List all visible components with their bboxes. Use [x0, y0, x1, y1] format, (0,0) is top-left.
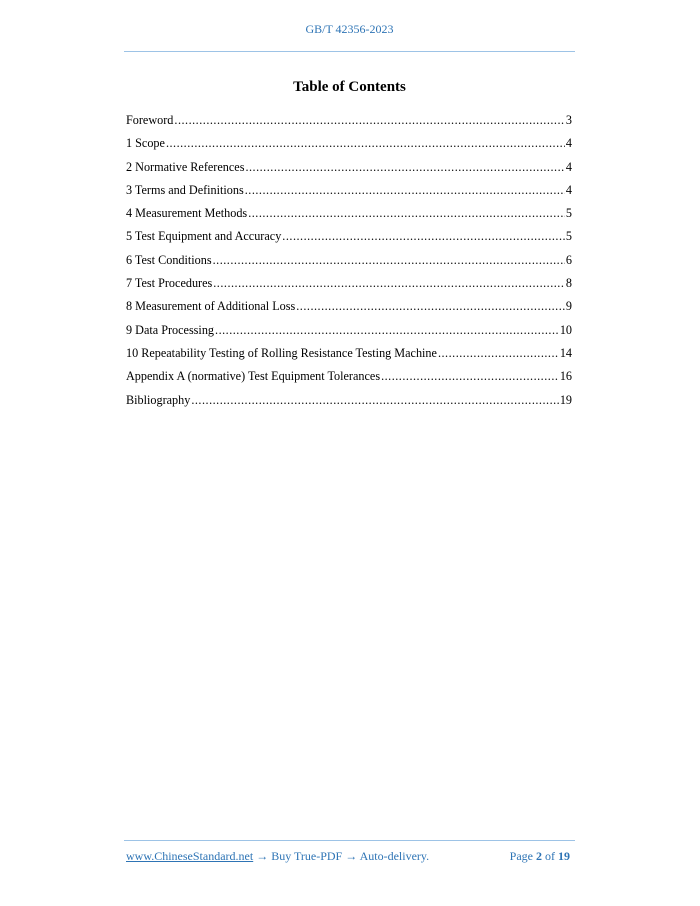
toc-entry-appendix-a[interactable]	[126, 369, 572, 392]
toc-entry-test-equipment-and-accuracy[interactable]	[126, 229, 572, 252]
buy-true-pdf-text: Buy True-PDF	[271, 849, 343, 863]
toc-entry-label: 3 Terms and Definitions	[126, 182, 244, 197]
toc-entry-label: 2 Normative References	[126, 159, 245, 174]
toc-entry-foreword[interactable]	[126, 113, 572, 136]
toc-entry-label: 10 Repeatability Testing of Rolling Resistance Testing Machine	[126, 345, 437, 360]
toc-entry-label: Appendix A (normative) Test Equipment Tolerances	[126, 369, 381, 384]
toc-leader-dots	[282, 229, 565, 244]
toc-entry-page: 16	[559, 369, 572, 384]
toc-entry-page: 10	[559, 322, 572, 337]
page-number	[510, 849, 570, 864]
toc-entry-page: 8	[565, 276, 572, 291]
running-header: GB/T 42356-2023	[305, 22, 394, 36]
auto-delivery-text: Auto-delivery.	[359, 849, 430, 863]
toc-leader-dots	[245, 183, 565, 198]
toc-leader-dots	[213, 253, 565, 268]
arrow-right-icon: →	[345, 849, 358, 863]
page-total: 19	[558, 849, 570, 863]
toc-entry-label: 9 Data Processing	[126, 322, 215, 337]
page-current: 2	[536, 849, 542, 863]
toc-entry-label: Bibliography	[126, 392, 191, 407]
toc-entry-scope[interactable]	[126, 136, 572, 159]
page-of: of	[545, 849, 555, 863]
header-divider	[124, 51, 575, 52]
page-word: Page	[509, 849, 533, 863]
toc-entry-repeatability-testing[interactable]	[126, 346, 572, 369]
toc-leader-dots	[296, 299, 565, 314]
page-footer	[126, 849, 572, 865]
toc-entry-page: 9	[565, 299, 572, 314]
toc-entry-label: 8 Measurement of Additional Loss	[126, 299, 296, 314]
site-link[interactable]: www.ChineseStandard.net	[126, 849, 254, 863]
toc-entry-page: 4	[565, 159, 572, 174]
toc-entry-label: 1 Scope	[126, 136, 165, 151]
toc-entry-page: 3	[565, 113, 572, 127]
footer-divider	[124, 840, 575, 841]
toc-entry-terms-and-definitions[interactable]	[126, 183, 572, 206]
toc-entry-label: 4 Measurement Methods	[126, 206, 248, 221]
toc-leader-dots	[215, 323, 559, 338]
table-of-contents	[126, 113, 572, 416]
toc-leader-dots	[245, 160, 564, 175]
toc-entry-test-conditions[interactable]	[126, 253, 572, 276]
toc-leader-dots	[438, 346, 559, 361]
toc-entry-page: 6	[565, 252, 572, 267]
toc-leader-dots	[381, 369, 559, 384]
toc-leader-dots	[166, 136, 565, 151]
toc-entry-page: 5	[565, 206, 572, 221]
toc-entry-label: Foreword	[126, 113, 174, 127]
toc-entry-data-processing[interactable]	[126, 323, 572, 346]
toc-entry-page: 14	[559, 345, 572, 360]
toc-leader-dots	[213, 276, 565, 291]
toc-entry-label: 5 Test Equipment and Accuracy	[126, 229, 282, 244]
toc-leader-dots	[248, 206, 565, 221]
toc-entry-page: 5	[565, 229, 572, 244]
toc-leader-dots	[174, 113, 565, 128]
toc-entry-test-procedures[interactable]	[126, 276, 572, 299]
toc-entry-measurement-methods[interactable]	[126, 206, 572, 229]
toc-entry-page: 4	[565, 182, 572, 197]
toc-entry-page: 4	[565, 136, 572, 151]
toc-entry-bibliography[interactable]	[126, 393, 572, 416]
toc-title: Table of Contents	[293, 79, 406, 95]
footer-promo	[126, 849, 429, 864]
toc-leader-dots	[191, 393, 558, 408]
toc-entry-additional-loss[interactable]	[126, 299, 572, 322]
toc-entry-label: 7 Test Procedures	[126, 276, 213, 291]
toc-entry-normative-references[interactable]	[126, 160, 572, 183]
toc-entry-label: 6 Test Conditions	[126, 252, 212, 267]
arrow-right-icon: →	[256, 849, 269, 863]
toc-entry-page: 19	[559, 392, 572, 407]
